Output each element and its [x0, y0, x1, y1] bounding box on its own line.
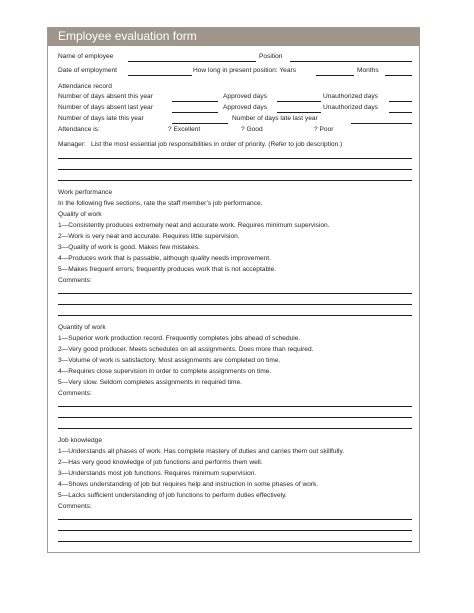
knowledge-item: 2—Has very good knowledge of job functions and performs them well.	[58, 459, 263, 466]
late-last-year-label: Number of days late last year	[232, 115, 318, 122]
late-this-year-field[interactable]	[172, 123, 228, 124]
approved-this-year-field[interactable]	[277, 101, 321, 102]
quality-comment-line[interactable]	[58, 293, 412, 294]
name-label: Name of employee	[58, 53, 114, 60]
unauthorized-days-label: Unauthorized days	[323, 104, 378, 111]
absent-last-year-field[interactable]	[172, 112, 218, 113]
knowledge-item: 1—Understands all phases of work. Has complete mastery of duties and carries them out skillfully.	[58, 448, 345, 455]
knowledge-comment-line[interactable]	[58, 541, 412, 542]
knowledge-comments-label: Comments:	[58, 503, 92, 510]
quality-item: 5—Makes frequent errors; frequently produces work that is not acceptable.	[58, 266, 277, 273]
late-last-year-field[interactable]	[351, 123, 412, 124]
position-label: Position	[259, 53, 283, 60]
approved-days-label: Approved days	[223, 93, 267, 100]
quantity-item: 1—Superior work production record. Frequently completes jobs ahead of schedule.	[58, 335, 301, 342]
knowledge-item: 5—Lacks sufficient understanding of job functions to perform duties effectively.	[58, 492, 287, 499]
absent-last-year-label: Number of days absent last year	[58, 104, 153, 111]
knowledge-item: 3—Understands most job functions. Requires minimum supervision.	[58, 470, 257, 477]
quantity-comment-line[interactable]	[58, 406, 412, 407]
quantity-comment-line[interactable]	[58, 417, 412, 418]
excellent-option[interactable]: ? Excellent	[168, 126, 201, 133]
quality-comments-label: Comments:	[58, 277, 92, 284]
approved-last-year-field[interactable]	[277, 112, 321, 113]
attendance-heading: Attendance record	[58, 83, 112, 90]
attendance-is-label: Attendance is:	[58, 126, 100, 133]
quality-item: 3—Quality of work is good. Makes few mistakes.	[58, 244, 200, 251]
absent-this-year-field[interactable]	[172, 101, 218, 102]
performance-intro: In the following five sections, rate the staff member’s job performance.	[58, 200, 263, 207]
howlong-label: How long in present position: Years	[193, 67, 297, 74]
absent-this-year-label: Number of days absent this year	[58, 93, 153, 100]
late-this-year-label: Number of days late this year	[58, 115, 144, 122]
quality-heading: Quality of work	[58, 211, 102, 218]
date-label: Date of employment	[58, 67, 118, 74]
quantity-item: 3—Volume of work is satisfactory. Most assignments are completed on time.	[58, 357, 281, 364]
performance-heading: Work performance	[58, 189, 113, 196]
poor-option[interactable]: ? Poor	[314, 126, 334, 133]
unauthorized-days-label: Unauthorized days	[323, 93, 378, 100]
quantity-comments-label: Comments:	[58, 390, 92, 397]
quantity-heading: Quantity of work	[58, 324, 106, 331]
quantity-item: 5—Very slow. Seldom completes assignments in required time.	[58, 379, 242, 386]
unauthorized-last-year-field[interactable]	[389, 112, 412, 113]
position-field[interactable]	[290, 61, 412, 62]
quality-item: 1—Consistently produces extremely neat and accurate work. Requires minimum supervision.	[58, 222, 330, 229]
years-field[interactable]	[316, 75, 354, 76]
name-field[interactable]	[128, 61, 256, 62]
manager-label: Manager:	[58, 141, 86, 148]
date-field[interactable]	[128, 75, 192, 76]
knowledge-comment-line[interactable]	[58, 519, 412, 520]
approved-days-label: Approved days	[223, 104, 267, 111]
quality-item: 4—Produces work that is passable, although quality needs improvement.	[58, 255, 271, 262]
quantity-item: 4—Requires close supervision in order to complete assignments on time.	[58, 368, 272, 375]
quantity-item: 2—Very good producer. Meets schedules on all assignments. Does more than required.	[58, 346, 314, 353]
responsibility-line[interactable]	[58, 169, 412, 170]
quantity-comment-line[interactable]	[58, 428, 412, 429]
months-label: Months	[357, 67, 379, 74]
form-title: Employee evaluation form	[58, 29, 197, 43]
quality-comment-line[interactable]	[58, 304, 412, 305]
knowledge-comment-line[interactable]	[58, 530, 412, 531]
manager-instruction: List the most essential job responsibilities in order of priority. (Refer to job description.)	[91, 141, 343, 148]
responsibility-line[interactable]	[58, 158, 412, 159]
knowledge-item: 4—Shows understanding of job but requires help and instruction in some phases of work.	[58, 481, 319, 488]
quality-item: 2—Work is very neat and accurate. Requires little supervision.	[58, 233, 240, 240]
good-option[interactable]: ? Good	[241, 126, 263, 133]
unauthorized-this-year-field[interactable]	[389, 101, 412, 102]
knowledge-heading: Job knowledge	[58, 437, 102, 444]
quality-comment-line[interactable]	[58, 315, 412, 316]
months-field[interactable]	[385, 75, 412, 76]
responsibility-line[interactable]	[58, 180, 412, 181]
